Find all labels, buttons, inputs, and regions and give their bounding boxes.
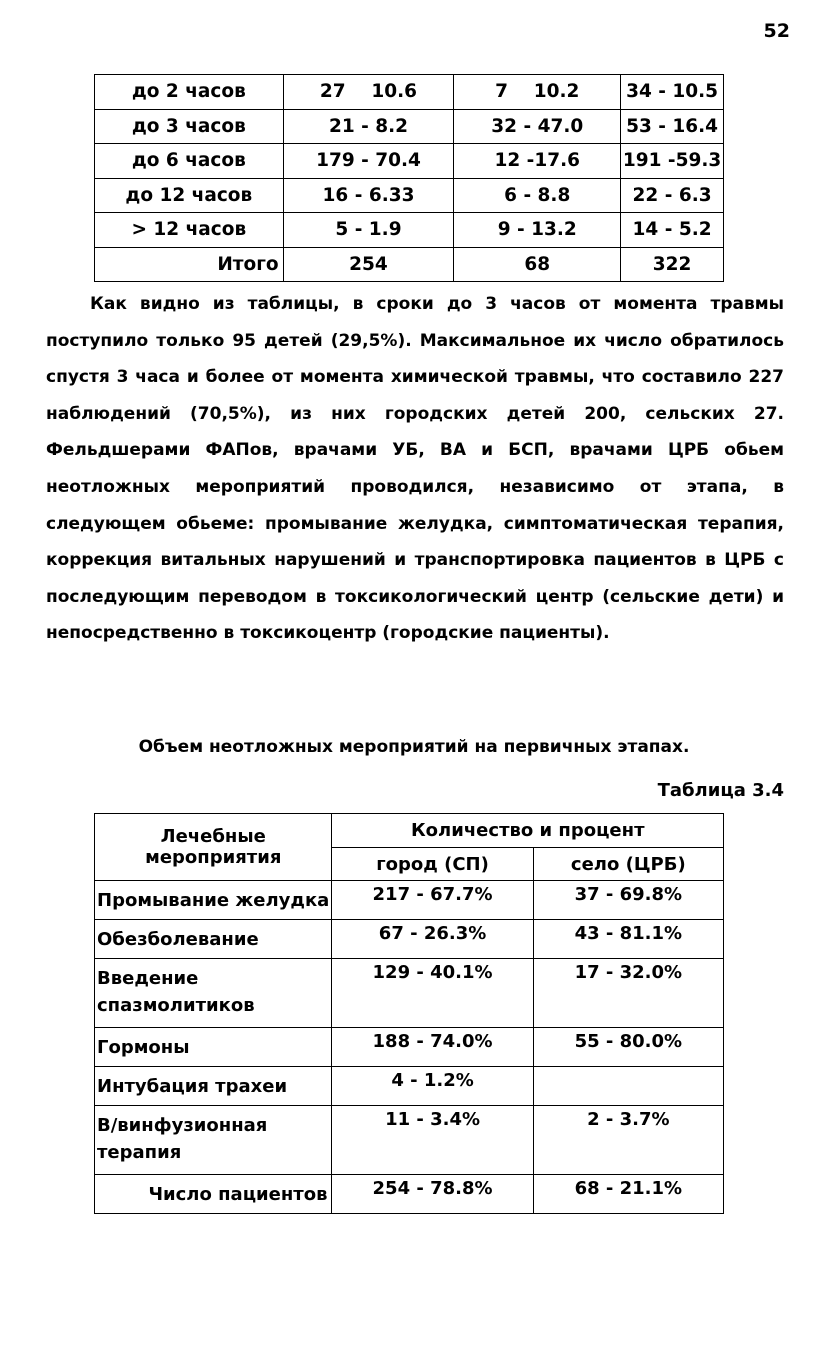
table-row: [95, 1067, 724, 1106]
header-city: город (СП): [332, 848, 533, 881]
table-cell-label: Введение спазмолитиков: [95, 959, 332, 1028]
table-cell: 11 - 3.4%: [332, 1106, 533, 1175]
table-cell: 27 10.6: [283, 75, 454, 110]
table-cell: 7 10.2: [454, 75, 621, 110]
table-cell-label: до 3 часов: [95, 109, 284, 144]
table-total-label: Число пациентов: [95, 1175, 332, 1214]
table-cell-label: Промывание желудка: [95, 881, 332, 920]
table-row: [95, 1028, 724, 1067]
table-cell-label: Обезболевание: [95, 920, 332, 959]
table-row: [95, 1106, 724, 1175]
table-cell-label: Гормоны: [95, 1028, 332, 1067]
table-cell: 217 - 67.7%: [332, 881, 533, 920]
table-cell: 188 - 74.0%: [332, 1028, 533, 1067]
table-cell-label: до 2 часов: [95, 75, 284, 110]
section-heading: Объем неотложных мероприятий на первичных этапах.: [138, 737, 690, 757]
table-cell: 5 - 1.9: [283, 213, 454, 248]
table-cell: 2 - 3.7%: [533, 1106, 723, 1175]
table-cell: 6 - 8.8: [454, 178, 621, 213]
table-row: [95, 881, 724, 920]
table-cell: 9 - 13.2: [454, 213, 621, 248]
table-cell-label: > 12 часов: [95, 213, 284, 248]
table-row: [95, 109, 724, 144]
header-village: село (ЦРБ): [533, 848, 723, 881]
table-cell: 43 - 81.1%: [533, 920, 723, 959]
table-row: [95, 178, 724, 213]
table-cell: 129 - 40.1%: [332, 959, 533, 1028]
table-cell: [533, 1067, 723, 1106]
table-cell: 12 -17.6: [454, 144, 621, 179]
table-cell: 68 - 21.1%: [533, 1175, 723, 1214]
table-cell: 191 -59.3: [621, 144, 724, 179]
table-header-row: [95, 814, 724, 848]
table-cell: 22 - 6.3: [621, 178, 724, 213]
table-cell: 32 - 47.0: [454, 109, 621, 144]
table-cell-label: до 6 часов: [95, 144, 284, 179]
page-number: 52: [763, 20, 790, 42]
table-cell: 68: [454, 247, 621, 282]
table-cell-label: В/винфузионная терапия: [95, 1106, 332, 1175]
table-cell: 254 - 78.8%: [332, 1175, 533, 1214]
header-measures: Лечебные мероприятия: [95, 814, 332, 881]
table-cell: 55 - 80.0%: [533, 1028, 723, 1067]
table-row: [95, 959, 724, 1028]
table-row: [95, 144, 724, 179]
table-cell: 37 - 69.8%: [533, 881, 723, 920]
header-quantity: Количество и процент: [332, 814, 724, 848]
table-cell: 16 - 6.33: [283, 178, 454, 213]
table-cell: 4 - 1.2%: [332, 1067, 533, 1106]
table-row: [95, 213, 724, 248]
table-cell-label: до 12 часов: [95, 178, 284, 213]
table-row: [95, 920, 724, 959]
table-caption: Таблица 3.4: [657, 780, 784, 801]
table-cell: 67 - 26.3%: [332, 920, 533, 959]
table-total-label: Итого: [95, 247, 284, 282]
table-cell: 322: [621, 247, 724, 282]
emergency-measures-table: [94, 813, 724, 1214]
table-cell: 34 - 10.5: [621, 75, 724, 110]
table-total-row: [95, 1175, 724, 1214]
table-cell: 21 - 8.2: [283, 109, 454, 144]
table-total-row: [95, 247, 724, 282]
table-cell: 14 - 5.2: [621, 213, 724, 248]
body-paragraph: Как видно из таблицы, в сроки до 3 часов от момента травмы поступило только 95 детей (29,5%). Максимальное их число обратилось спустя 3 часа и более от момента химической травмы, что составило 227 наблюдений (70,5%), из них городских детей 200, сельских 27. Фельдшерами ФАПов, врачами УБ, ВА и БСП, врачами ЦРБ обьем неотложных мероприятий проводился, независимо от этапа, в следующем обьеме: промывание желудка, симптоматическая терапия, коррекция витальных нарушений и транспортировка пациентов в ЦРБ с последующим переводом в токсикологический центр (сельские дети) и непосредственно в токсикоцентр (городские пациенты).: [46, 294, 784, 644]
table-cell: 179 - 70.4: [283, 144, 454, 179]
table-cell: 17 - 32.0%: [533, 959, 723, 1028]
table-cell: 53 - 16.4: [621, 109, 724, 144]
time-distribution-table: [94, 74, 724, 282]
table-cell: 254: [283, 247, 454, 282]
table-row: [95, 75, 724, 110]
table-cell-label: Интубация трахеи: [95, 1067, 332, 1106]
